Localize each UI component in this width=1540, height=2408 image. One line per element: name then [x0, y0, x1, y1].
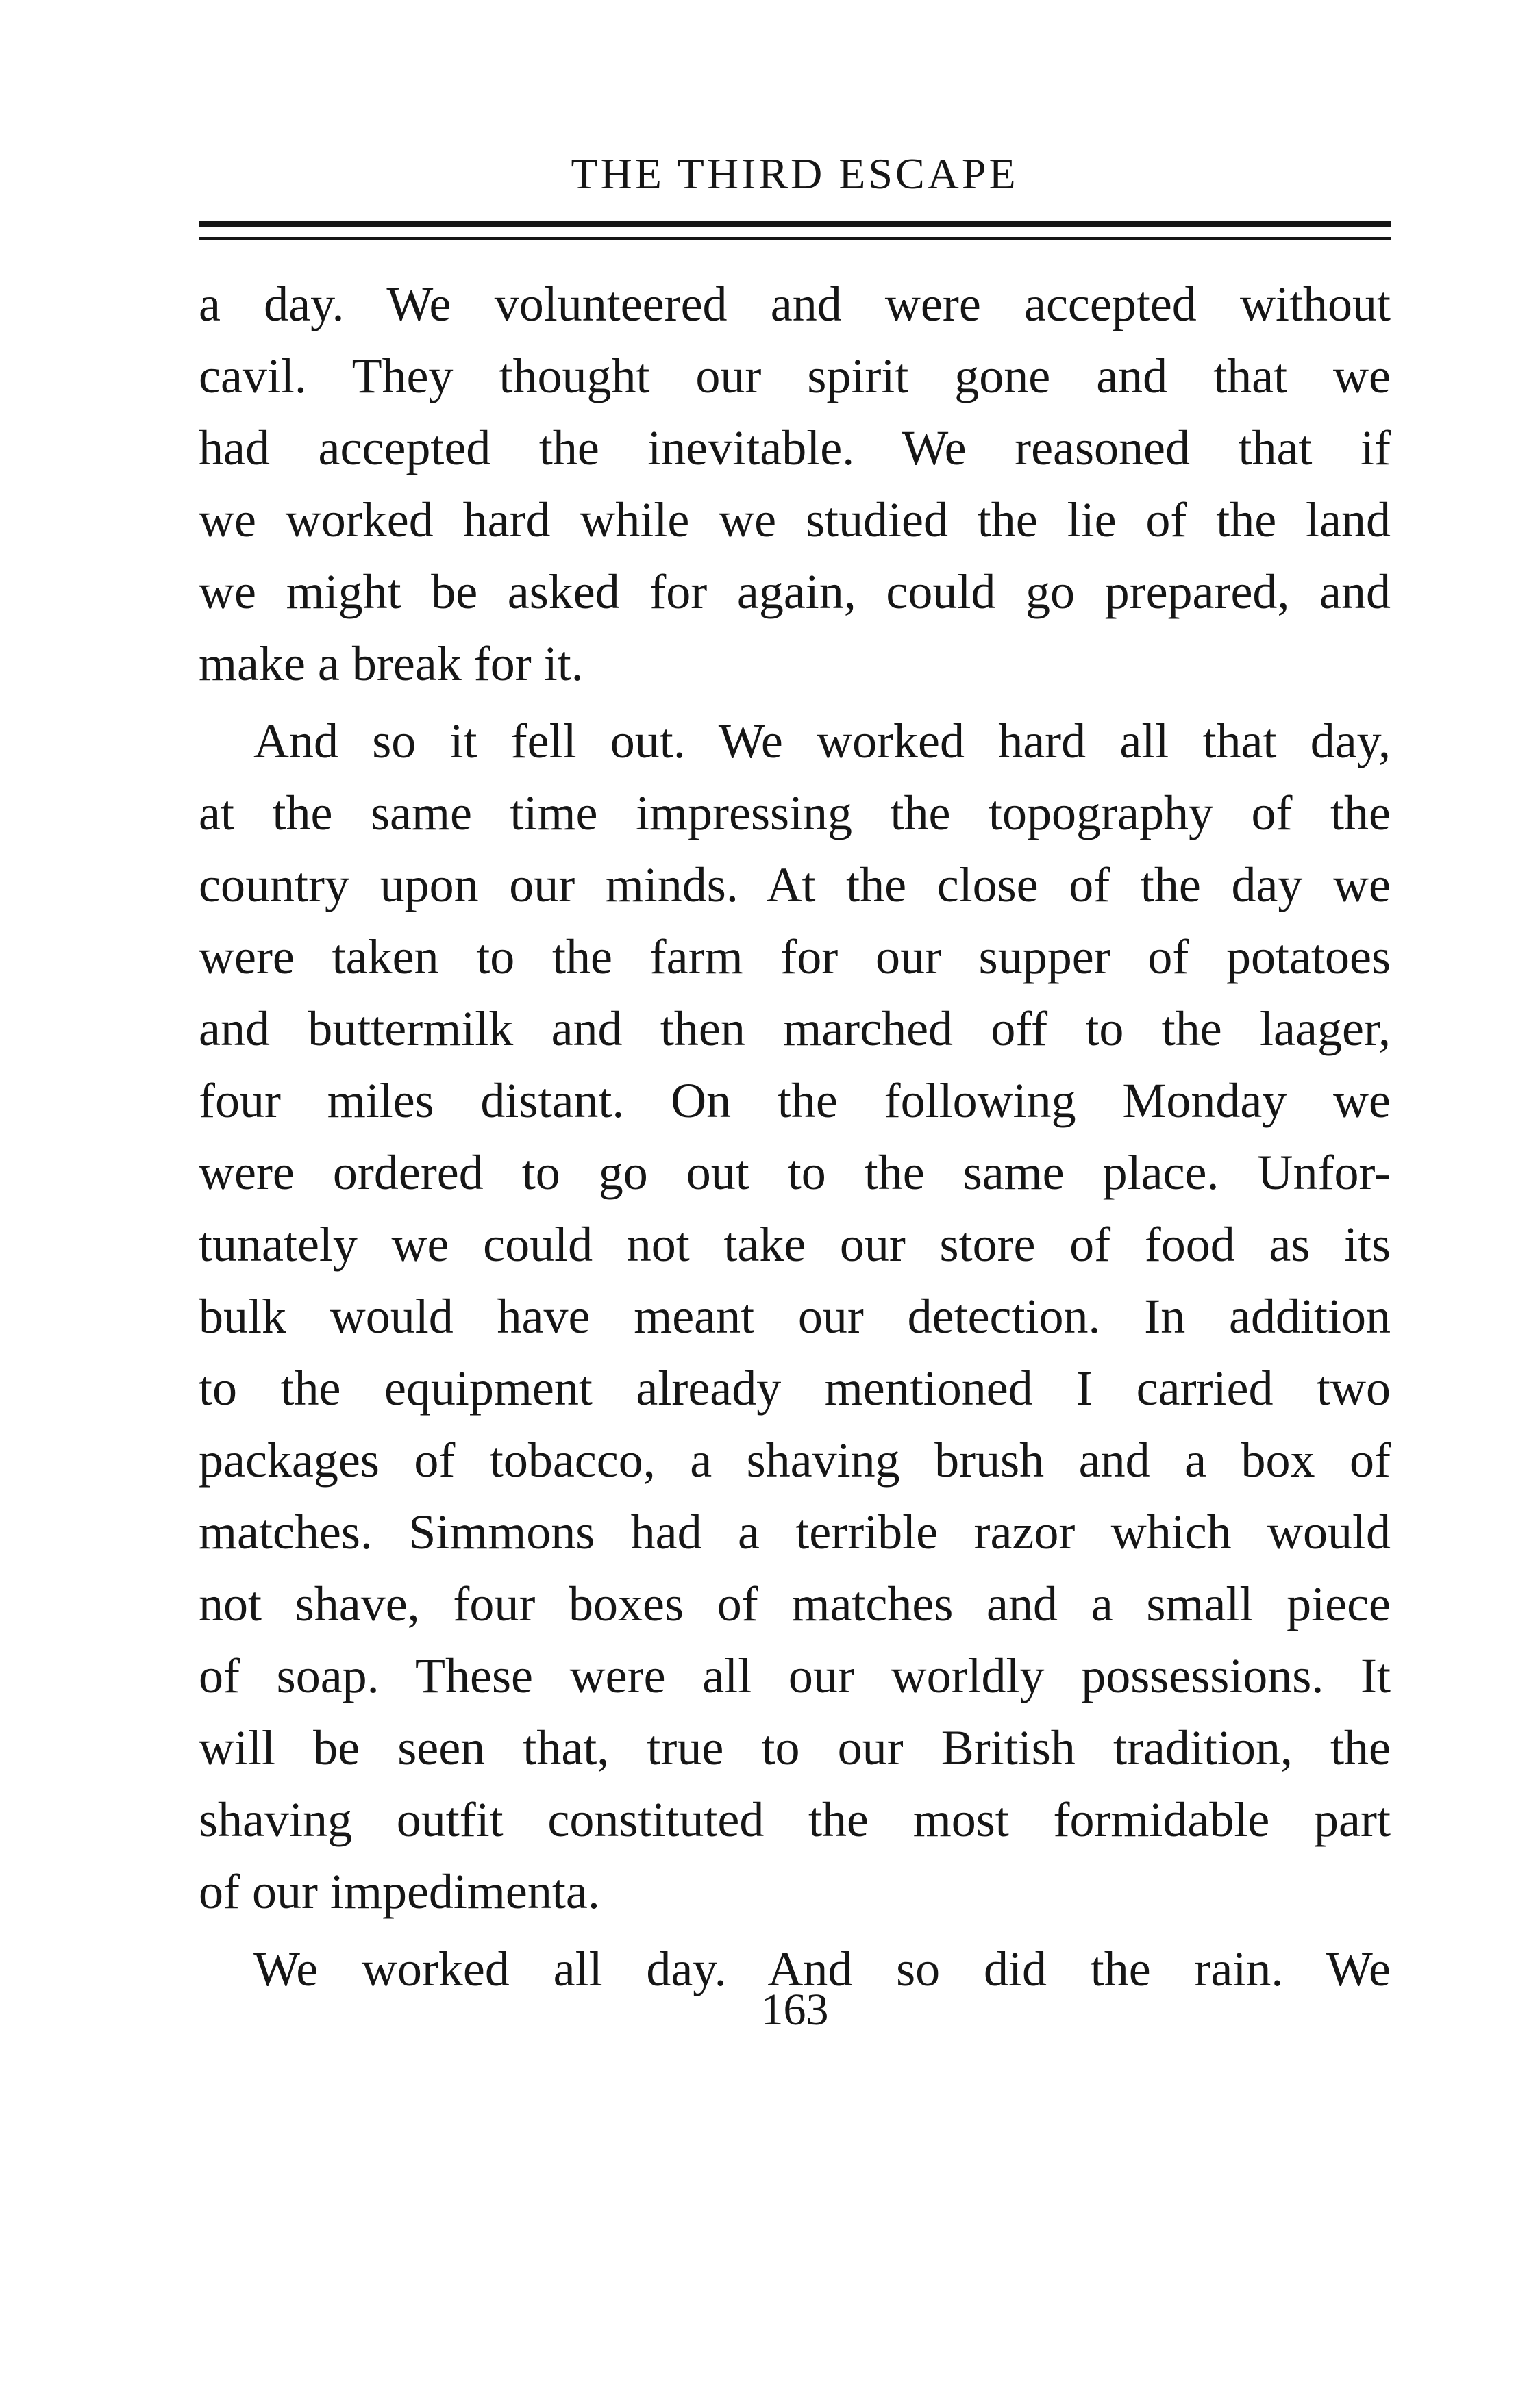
- text-line: at the same time impressing the topography of the: [199, 786, 1391, 840]
- text-line: cavil. They thought our spirit gone and that we: [199, 349, 1391, 403]
- text-line: tunately we could not take our store of food as its: [199, 1217, 1391, 1272]
- text-line: of soap. These were all our worldly possessions. It: [199, 1648, 1391, 1703]
- paragraph-gap: [199, 700, 1391, 705]
- header-rule-thin: [199, 237, 1391, 240]
- text-line: shaving outfit constituted the most formidable part: [199, 1792, 1391, 1847]
- text-line: And so it fell out. We worked hard all that day,: [253, 714, 1391, 768]
- text-line: make a break for it.: [199, 636, 584, 691]
- running-head: THE THIRD ESCAPE: [571, 149, 1019, 198]
- text-line: were taken to the farm for our supper of potatoes: [199, 929, 1391, 984]
- text-line: bulk would have meant our detection. In addition: [199, 1289, 1391, 1344]
- text-line: had accepted the inevitable. We reasoned that if: [199, 421, 1391, 475]
- text-line: of our impedimenta.: [199, 1864, 600, 1919]
- page-number: 163: [760, 1985, 829, 2035]
- paragraph-2: [199, 705, 1391, 1928]
- text-line: country upon our minds. At the close of the day we: [199, 857, 1391, 912]
- paragraph-1: [199, 268, 1391, 700]
- text-line: packages of tobacco, a shaving brush and a box of: [199, 1433, 1391, 1488]
- text-line: will be seen that, true to our British tradition, the: [199, 1720, 1391, 1775]
- text-line: were ordered to go out to the same place. Unfor-: [199, 1145, 1391, 1200]
- text-line: not shave, four boxes of matches and a small piece: [199, 1577, 1391, 1631]
- header-rule-thick: [199, 221, 1391, 227]
- text-line: we worked hard while we studied the lie of the land: [199, 492, 1391, 547]
- paragraph-gap: [199, 1928, 1391, 1933]
- text-line: to the equipment already mentioned I carried two: [199, 1361, 1391, 1416]
- text-line: matches. Simmons had a terrible razor which would: [199, 1505, 1391, 1559]
- text-line: we might be asked for again, could go prepared, and: [199, 564, 1391, 619]
- text-line: and buttermilk and then marched off to the laager,: [199, 1001, 1391, 1056]
- body-text: [199, 268, 1391, 2005]
- text-line: four miles distant. On the following Monday we: [199, 1073, 1391, 1128]
- text-line: a day. We volunteered and were accepted without: [199, 277, 1391, 331]
- text-line: We worked all day. And so did the rain. We: [253, 1942, 1391, 1996]
